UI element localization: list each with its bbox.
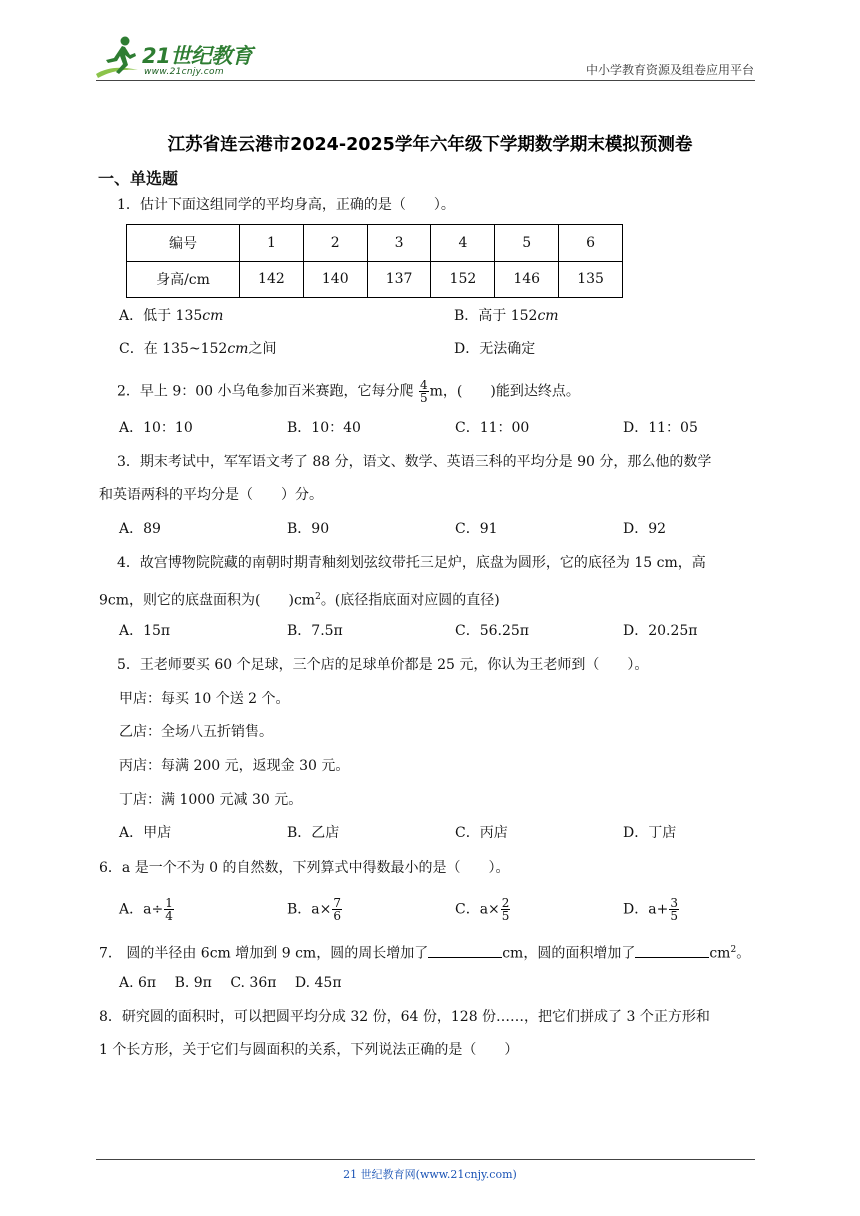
fraction (419, 379, 429, 404)
unit-text: cm (227, 341, 249, 357)
question-8-line-2: 1 个长方形，关于它们与圆面积的关系，下列说法正确的是（ ） (99, 1042, 519, 1058)
question-4-line-1: 4．故宫博物院院藏的南朝时期青釉刻划弦纹带托三足炉，底盘为圆形，它的底径为 15 cm，高 (117, 555, 706, 571)
table-cell: 2 (303, 225, 367, 262)
q2-option-d[interactable]: D．11：05 (623, 420, 698, 436)
option-text: C．在 135~152 (119, 341, 228, 357)
table-cell: 5 (495, 225, 559, 262)
logo-url: www.21cnjy.com (144, 67, 224, 77)
table-header-cell: 身高/cm (127, 261, 240, 298)
stem-text: cm，圆的面积增加了 (502, 945, 636, 962)
table-row (127, 261, 623, 298)
page-title: 江苏省连云港市2024-2025学年六年级下学期数学期末模拟预测卷 (167, 135, 693, 155)
table-cell: 1 (240, 225, 304, 262)
option-text: B．a× (287, 901, 332, 918)
shop-yi: 乙店：全场八五折销售。 (119, 724, 273, 740)
table-cell: 152 (431, 261, 495, 298)
q2-option-b[interactable]: B．10：40 (287, 420, 361, 436)
runner-logo-icon (92, 34, 144, 80)
shop-bing: 丙店：每满 200 元，返现金 30 元。 (119, 758, 350, 774)
table-cell: 6 (559, 225, 623, 262)
numerator: 4 (419, 378, 428, 392)
question-5-stem: 5．王老师要买 60 个足球，三个店的足球单价都是 25 元，你认为王老师到（ ）。 (117, 657, 649, 673)
q2-option-c[interactable]: C．11：00 (455, 420, 530, 436)
table-cell: 135 (559, 261, 623, 298)
unit-text: cm (537, 308, 559, 324)
stem-text: cm (709, 945, 731, 962)
q3-option-a[interactable]: A．89 (119, 521, 161, 537)
denominator: 5 (670, 909, 678, 923)
q6-option-a[interactable] (119, 897, 175, 922)
q2-option-a[interactable]: A．10：10 (119, 420, 193, 436)
option-text: D．a+ (623, 901, 669, 918)
q6-option-b[interactable] (287, 897, 343, 922)
height-table (126, 224, 623, 298)
question-6-stem: 6．a 是一个不为 0 的自然数，下列算式中得数最小的是（ ）。 (99, 860, 510, 876)
q4-option-a[interactable]: A．15π (119, 623, 171, 639)
q4-option-c[interactable]: C．56.25π (455, 623, 529, 639)
denominator: 4 (165, 909, 173, 923)
q3-option-d[interactable]: D．92 (623, 521, 667, 537)
q5-option-b[interactable]: B．乙店 (287, 825, 340, 841)
shop-jia: 甲店：每买 10 个送 2 个。 (119, 691, 290, 707)
q5-option-d[interactable]: D．丁店 (623, 825, 677, 841)
table-cell: 142 (240, 261, 304, 298)
section-heading: 一、单选题 (98, 169, 179, 188)
stem-text: 。 (736, 945, 751, 962)
option-text: C．a× (455, 901, 500, 918)
q1-option-a[interactable] (119, 306, 223, 326)
stem-text: 9cm，则它的底盘面积为( )cm (99, 592, 316, 609)
header-slogan: 中小学教育资源及组卷应用平台 (585, 63, 754, 77)
numerator: 3 (670, 896, 678, 910)
table-cell: 146 (495, 261, 559, 298)
stem-text: m，( )能到达终点。 (429, 383, 580, 400)
denominator: 6 (333, 909, 342, 923)
q6-option-d[interactable] (623, 897, 680, 922)
table-cell: 4 (431, 225, 495, 262)
question-3-line-2: 和英语两科的平均分是（ ）分。 (99, 487, 323, 503)
option-text: A．低于 135 (119, 308, 203, 324)
option-text: A．a÷ (119, 901, 164, 918)
question-1-stem: 1．估计下面这组同学的平均身高，正确的是（ ）。 (117, 197, 455, 213)
option-text: 之间 (248, 341, 277, 357)
numerator: 1 (165, 896, 173, 910)
denominator: 5 (501, 909, 510, 923)
answer-blank[interactable] (635, 943, 709, 958)
footer-link[interactable]: 21 世纪教育网(www.21cnjy.com) (343, 1168, 517, 1181)
q4-option-b[interactable]: B．7.5π (287, 623, 343, 639)
footer-divider (96, 1159, 755, 1160)
denominator: 5 (419, 391, 428, 405)
q5-option-a[interactable]: A．甲店 (119, 825, 172, 841)
table-cell: 137 (367, 261, 431, 298)
stem-text: 2．早上 9：00 小乌龟参加百米赛跑，它每分爬 (117, 383, 414, 400)
fraction (669, 897, 679, 922)
numerator: 2 (501, 896, 510, 910)
logo-text: 21世纪教育 (142, 44, 253, 68)
answer-blank[interactable] (428, 943, 502, 958)
q3-option-c[interactable]: C．91 (455, 521, 498, 537)
q1-option-b[interactable] (454, 306, 559, 326)
unit-text: cm (202, 308, 224, 324)
question-7-stem (99, 940, 750, 964)
q3-option-b[interactable]: B．90 (287, 521, 330, 537)
q4-option-d[interactable]: D．20.25π (623, 623, 698, 639)
table-header-cell: 编号 (127, 225, 240, 262)
q1-option-d[interactable]: D．无法确定 (454, 341, 536, 357)
question-2-stem (117, 379, 580, 404)
question-8-line-1: 8．研究圆的面积时，可以把圆平均分成 32 份，64 份，128 份……，把它们拼成了 3 个正方形和 (99, 1009, 710, 1025)
stem-text: 。(底径指底面对应圆的直径) (320, 592, 500, 609)
fraction (164, 897, 174, 922)
fraction (332, 897, 342, 922)
table-cell: 140 (303, 261, 367, 298)
stem-text: 7． 圆的半径由 6cm 增加到 9 cm，圆的周长增加了 (99, 945, 429, 962)
site-logo[interactable] (92, 34, 264, 80)
header-divider (96, 80, 755, 81)
shop-ding: 丁店：满 1000 元减 30 元。 (119, 792, 303, 808)
question-4-line-2 (99, 587, 500, 611)
question-3-line-1: 3．期末考试中，军军语文考了 88 分，语文、数学、英语三科的平均分是 90 分，那么他的数学 (117, 454, 712, 470)
numerator: 7 (333, 896, 342, 910)
table-row (127, 225, 623, 262)
q6-option-c[interactable] (455, 897, 511, 922)
fraction (501, 897, 511, 922)
q1-option-c[interactable] (119, 339, 276, 359)
q5-option-c[interactable]: C．丙店 (455, 825, 508, 841)
table-cell: 3 (367, 225, 431, 262)
option-text: B．高于 152 (454, 308, 538, 324)
superscript: 2 (315, 592, 321, 602)
q7-options[interactable]: A. 6π B. 9π C. 36π D. 45π (119, 975, 342, 991)
superscript: 2 (730, 945, 737, 955)
